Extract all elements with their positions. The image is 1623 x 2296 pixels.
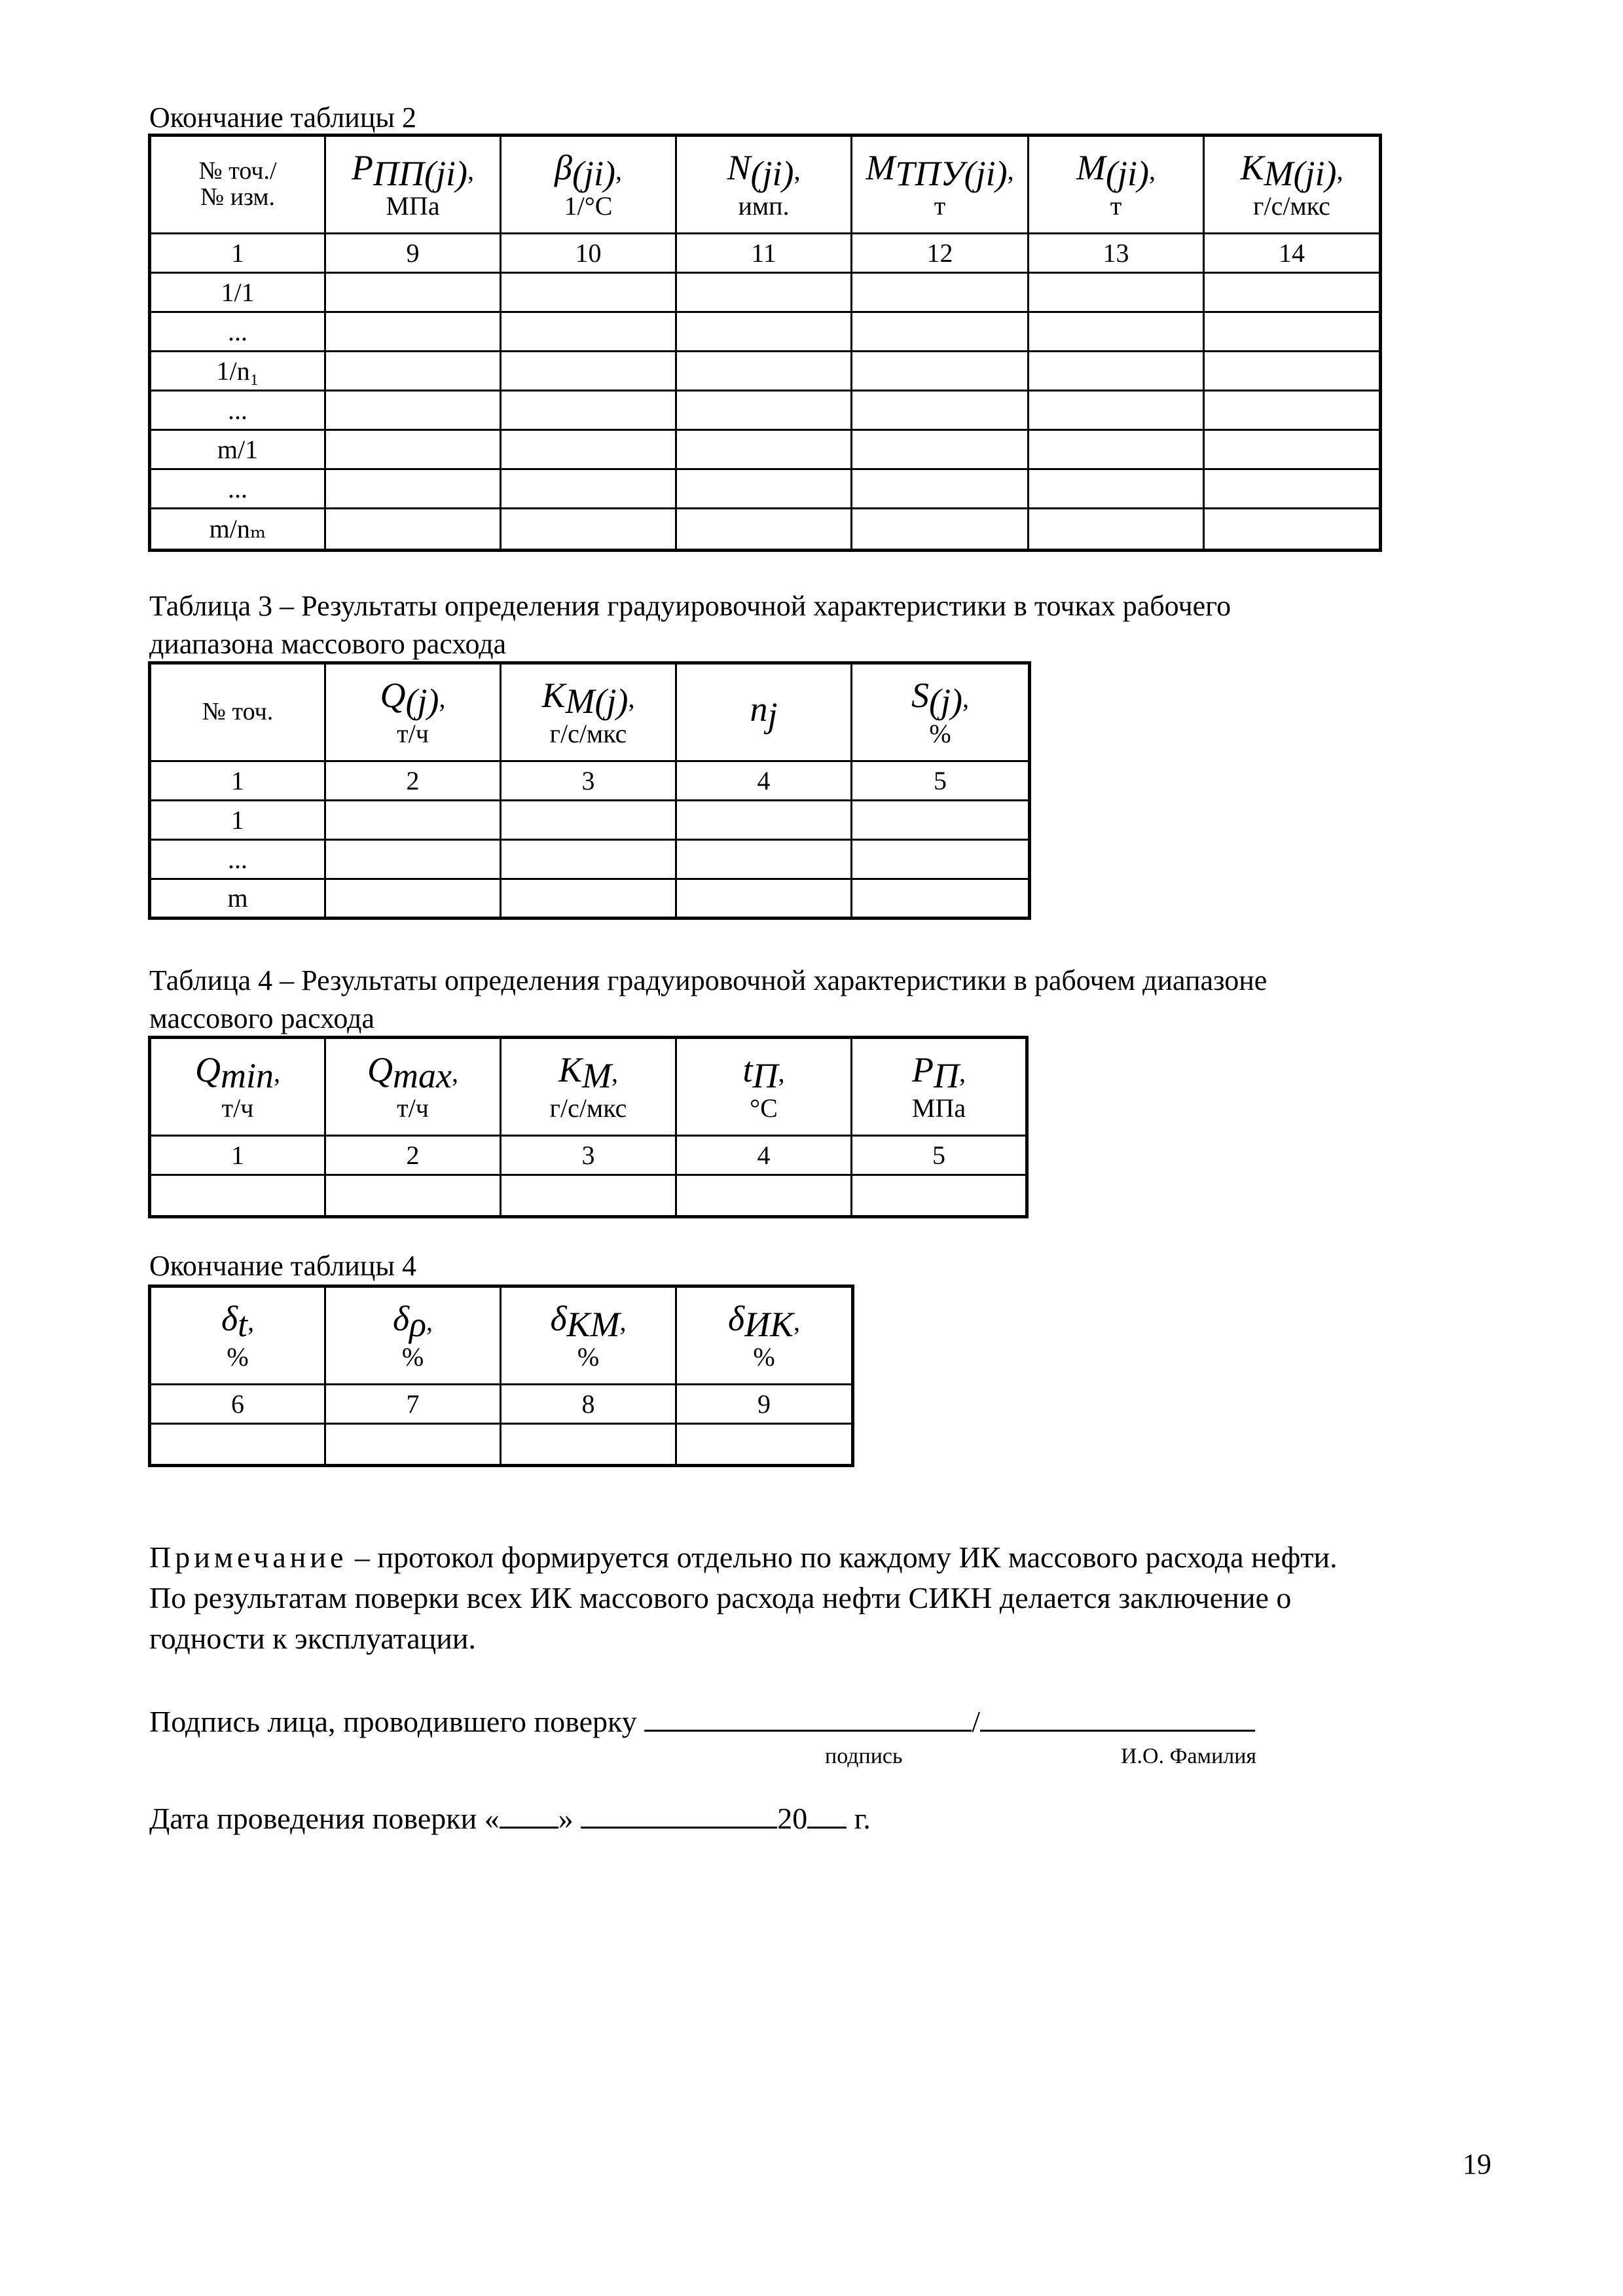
col-header-q-max: $Q_{max}$, т/ч	[325, 1038, 501, 1136]
table-row	[150, 273, 1381, 312]
date-line: Дата проведения поверки « » 20 г.	[149, 1802, 871, 1835]
column-number: 13	[1029, 234, 1204, 273]
table4-caption-line2: массового расхода	[149, 1002, 375, 1034]
col-header-k-factor: $K_{M(ji)}$, г/с/мкс	[1204, 136, 1381, 234]
col-header-point: № точ.	[150, 663, 325, 761]
table4-end-caption: Окончание таблицы 4	[149, 1250, 416, 1282]
year-field	[807, 1800, 847, 1829]
table-row	[150, 430, 1381, 469]
table-row	[150, 509, 1381, 551]
table4	[148, 1036, 1029, 1218]
table4-caption-line1: Таблица 4 – Результаты определения градуировочной характеристики в рабочем диапазоне	[149, 964, 1267, 996]
table-row	[150, 1424, 853, 1466]
table-row	[150, 840, 1030, 879]
column-number: 5	[852, 1136, 1027, 1175]
row-label: ...	[150, 391, 325, 430]
table4-end-number-row	[150, 1385, 853, 1424]
column-number: 7	[325, 1385, 501, 1424]
row-label: m/nₘ	[150, 509, 325, 551]
note-block	[149, 1537, 1563, 1659]
column-number: 5	[852, 761, 1030, 801]
signature-slash: /	[972, 1705, 980, 1738]
column-number: 2	[325, 761, 501, 801]
col-header-k-factor: $K_M$, г/с/мкс	[501, 1038, 676, 1136]
column-number: 4	[676, 1136, 852, 1175]
column-number: 9	[325, 234, 501, 273]
table4-number-row	[150, 1136, 1027, 1175]
table2-end	[148, 134, 1382, 552]
signature-label: Подпись лица, проводившего поверку	[149, 1705, 637, 1738]
row-label: ...	[150, 840, 325, 879]
column-number: 12	[852, 234, 1029, 273]
table4-header-row	[150, 1038, 1027, 1136]
col-header-mass-tpu: $M_{ТПУ(ji)}$, т	[852, 136, 1029, 234]
col-header-pressure-pp: $P_{ПП(ji)}$, МПа	[325, 136, 501, 234]
column-number: 11	[676, 234, 852, 273]
row-label: ...	[150, 312, 325, 352]
note-line3: годности к эксплуатации.	[149, 1622, 477, 1655]
col-header-flow-rate: $Q_{(j)}$, т/ч	[325, 663, 501, 761]
col-header-point: № точ./ № изм.	[150, 136, 325, 234]
signature-line	[149, 1704, 1255, 1740]
table-row	[150, 391, 1381, 430]
table3-caption-line2: диапазона массового расхода	[149, 628, 507, 660]
col-header-k-factor: $K_{M(j)}$, г/с/мкс	[501, 663, 676, 761]
row-label: m/1	[150, 430, 325, 469]
column-number: 9	[676, 1385, 853, 1424]
row-label: ...	[150, 469, 325, 509]
row-label: 1/n₁	[150, 352, 325, 391]
column-number: 6	[150, 1385, 325, 1424]
column-number: 10	[501, 234, 676, 273]
col-header-beta: $\beta_{(ji)}$, 1/°С	[501, 136, 676, 234]
name-sublabel: И.О. Фамилия	[1121, 1744, 1257, 1768]
col-header-delta-t: $\delta_t$, %	[150, 1286, 325, 1385]
col-header-pulses: $N_{(ji)}$, имп.	[676, 136, 852, 234]
table2-header-row	[150, 136, 1381, 234]
note-line1: Примечание – протокол формируется отдельно по каждому ИК массового расхода нефти.	[149, 1540, 1338, 1574]
column-number: 14	[1204, 234, 1381, 273]
col-header-delta-km: $\delta_{KM}$, %	[501, 1286, 676, 1385]
column-number: 3	[501, 1136, 676, 1175]
note-line2: По результатам поверки всех ИК массового расхода нефти СИКН делается заключение о	[149, 1581, 1292, 1614]
column-number: 8	[501, 1385, 676, 1424]
note-label: Примечание	[149, 1540, 348, 1574]
col-header-std-deviation: $S_{(j)}$, %	[852, 663, 1030, 761]
column-number: 3	[501, 761, 676, 801]
name-field	[980, 1704, 1255, 1732]
table3-number-row	[150, 761, 1030, 801]
col-header-mass: $M_{(ji)}$, т	[1029, 136, 1204, 234]
table-row	[150, 469, 1381, 509]
col-header-temperature: $t_П$, °С	[676, 1038, 852, 1136]
table4-end	[148, 1285, 854, 1467]
table-row	[150, 801, 1030, 840]
table3-caption-line1: Таблица 3 – Результаты определения градуировочной характеристики в точках рабочего	[149, 590, 1231, 622]
table3	[148, 661, 1031, 920]
signature-field	[644, 1704, 972, 1732]
table2-number-row	[150, 234, 1381, 273]
col-header-q-min: $Q_{min}$, т/ч	[150, 1038, 325, 1136]
table4-end-header-row	[150, 1286, 853, 1385]
col-header-pressure: $P_П$, МПа	[852, 1038, 1027, 1136]
page-number: 19	[1463, 2148, 1491, 2180]
table-row	[150, 879, 1030, 919]
row-label: 1	[150, 801, 325, 840]
month-field	[581, 1800, 777, 1829]
column-number: 2	[325, 1136, 501, 1175]
table2-end-caption: Окончание таблицы 2	[149, 101, 416, 134]
row-label: m	[150, 879, 325, 919]
column-number: 4	[676, 761, 852, 801]
col-header-n-measurements: $n_j$	[676, 663, 852, 761]
table3-header-row	[150, 663, 1030, 761]
col-header-delta-ik: $\delta_{ИК}$, %	[676, 1286, 853, 1385]
day-field	[500, 1800, 558, 1829]
table-row	[150, 312, 1381, 352]
signature-sublabel: подпись	[825, 1744, 903, 1768]
table-row	[150, 352, 1381, 391]
column-number: 1	[150, 761, 325, 801]
table-row	[150, 1175, 1027, 1217]
column-number: 1	[150, 234, 325, 273]
col-header-delta-rho: $\delta_\rho$, %	[325, 1286, 501, 1385]
column-number: 1	[150, 1136, 325, 1175]
row-label: 1/1	[150, 273, 325, 312]
